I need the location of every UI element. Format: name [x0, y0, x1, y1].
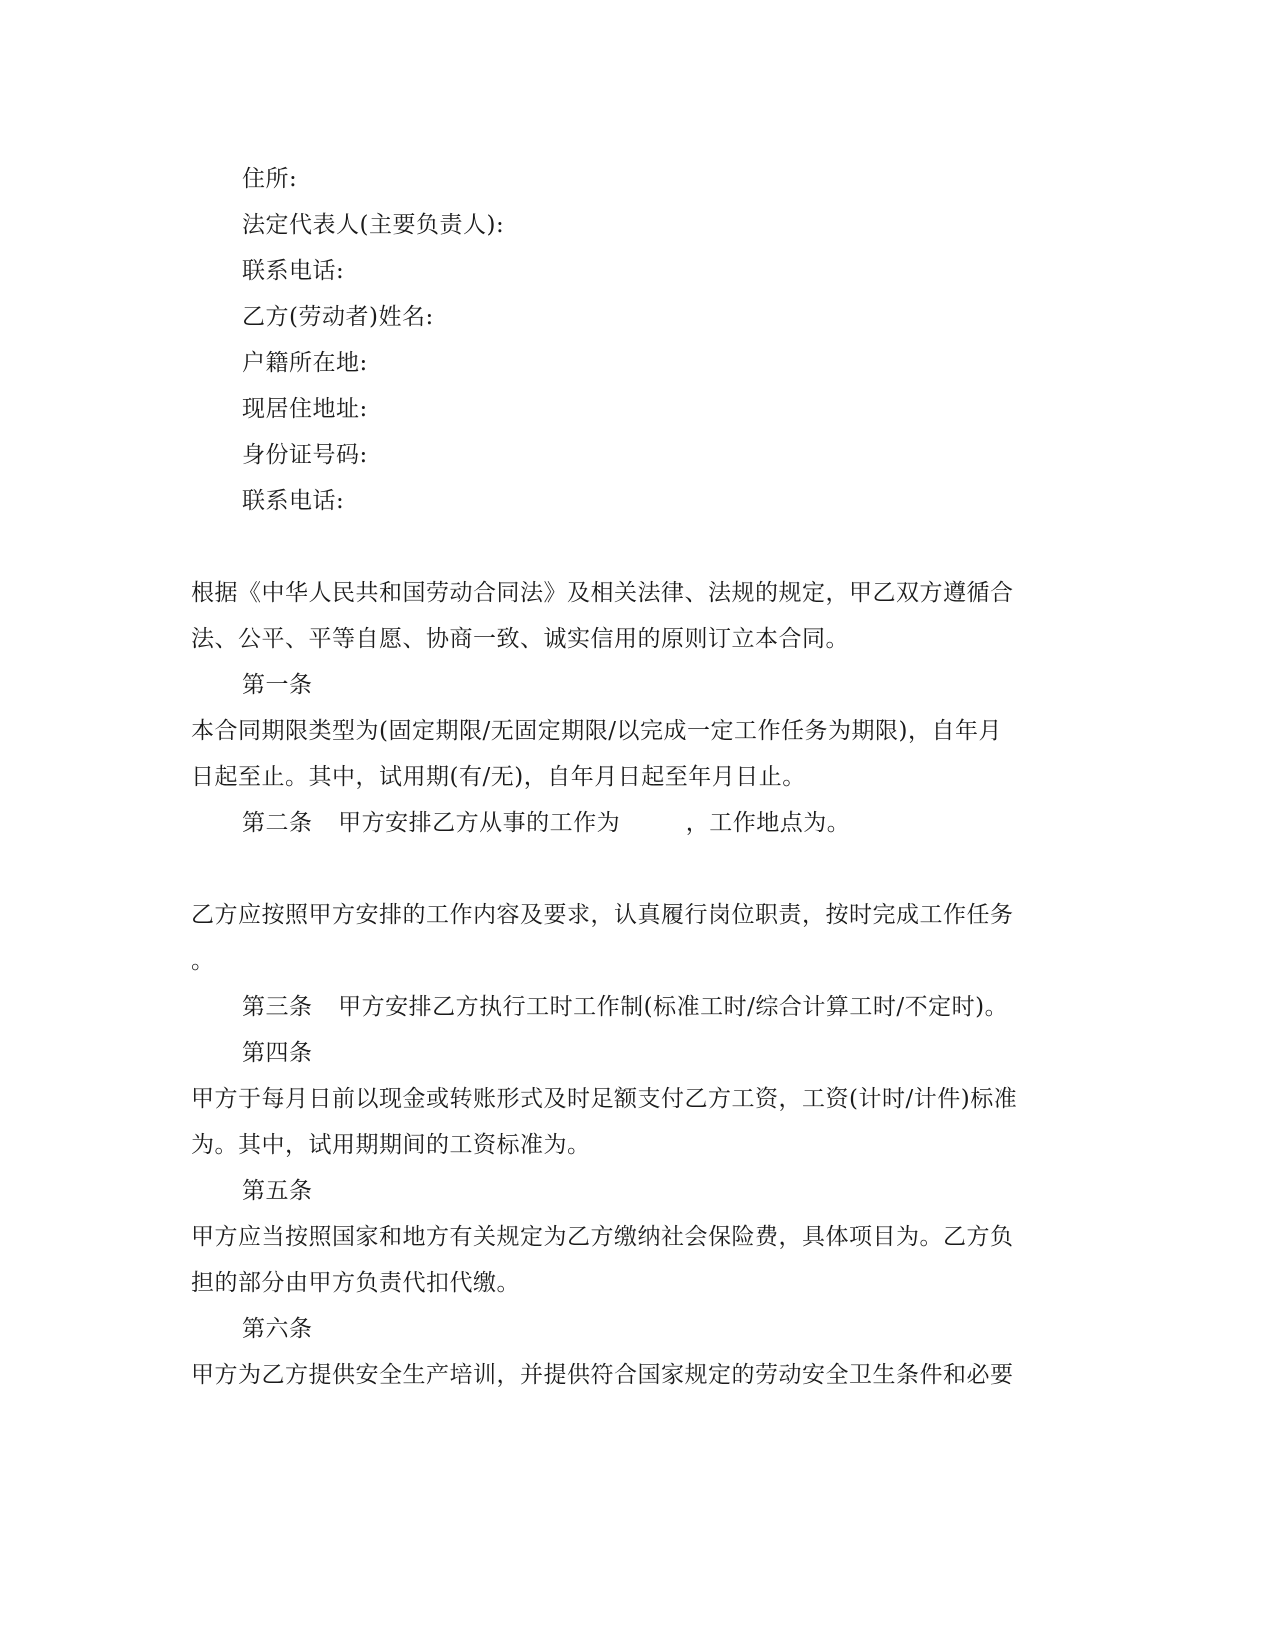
article-2-line-2: 。	[191, 948, 215, 974]
legal-representative-label: 法定代表人(主要负责人):	[242, 212, 505, 238]
address-label: 住所:	[242, 166, 298, 192]
id-number-label: 身份证号码:	[242, 442, 368, 468]
article-4-title: 第四条	[242, 1040, 313, 1066]
article-5-line-1: 甲方应当按照国家和地方有关规定为乙方缴纳社会保险费，具体项目为。乙方负	[191, 1224, 1014, 1250]
article-2-line-1: 乙方应按照甲方安排的工作内容及要求，认真履行岗位职责，按时完成工作任务	[191, 902, 1014, 928]
article-3-text: 甲方安排乙方执行工时工作制(标准工时/综合计算工时/不定时)。	[338, 994, 1009, 1020]
article-5-line-2: 担的部分由甲方负责代扣代缴。	[191, 1270, 520, 1296]
article-4-line-2: 为。其中，试用期期间的工资标准为。	[191, 1132, 591, 1158]
article-3-heading	[242, 992, 1008, 1022]
article-2-heading	[242, 808, 850, 838]
preamble-line-1: 根据《中华人民共和国劳动合同法》及相关法律、法规的规定，甲乙双方遵循合	[191, 580, 1014, 606]
article-2-text-a: 甲方安排乙方从事的工作为	[338, 810, 621, 836]
article-5-title: 第五条	[242, 1178, 313, 1204]
article-6-title: 第六条	[242, 1316, 313, 1342]
party-a-phone-label: 联系电话:	[242, 258, 345, 284]
article-2-title: 第二条	[242, 810, 313, 836]
article-4-line-1: 甲方于每月日前以现金或转账形式及时足额支付乙方工资，工资(计时/计件)标准	[191, 1086, 1018, 1112]
preamble-line-2: 法、公平、平等自愿、协商一致、诚实信用的原则订立本合同。	[191, 626, 849, 652]
article-1-line-1: 本合同期限类型为(固定期限/无固定期限/以完成一定工作任务为期限)，自年月	[191, 718, 1002, 744]
party-b-name-label: 乙方(劳动者)姓名:	[242, 304, 434, 330]
article-3-title: 第三条	[242, 994, 313, 1020]
party-b-phone-label: 联系电话:	[242, 488, 345, 514]
household-registration-label: 户籍所在地:	[242, 350, 368, 376]
current-address-label: 现居住地址:	[242, 396, 368, 422]
article-1-line-2: 日起至止。其中，试用期(有/无)，自年月日起至年月日止。	[191, 764, 806, 790]
article-1-title: 第一条	[242, 672, 313, 698]
article-2-text-b: ，工作地点为。	[685, 810, 851, 836]
article-6-line-1: 甲方为乙方提供安全生产培训，并提供符合国家规定的劳动安全卫生条件和必要	[191, 1362, 1014, 1388]
